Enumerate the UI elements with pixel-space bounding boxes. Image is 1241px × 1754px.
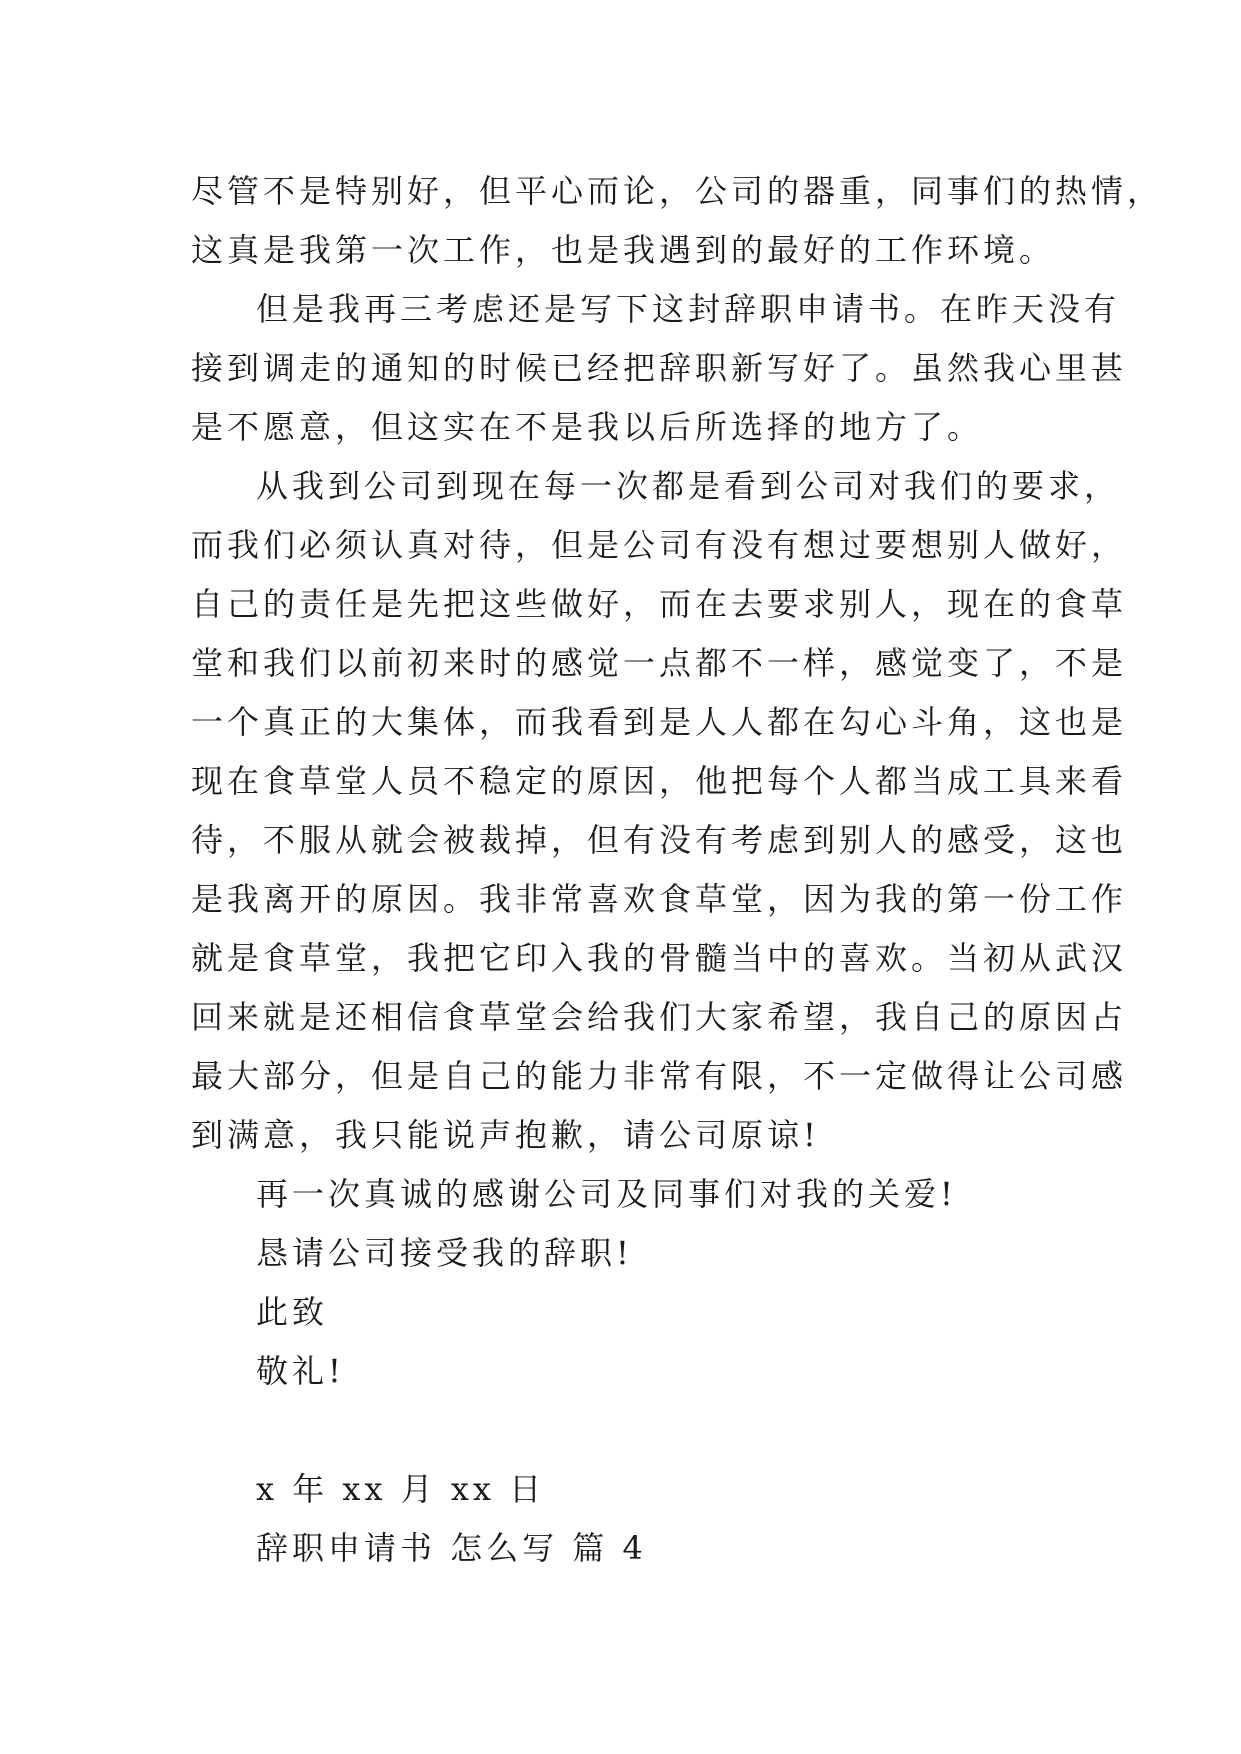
paragraph-2 <box>191 280 1128 457</box>
thanks-line: 再一次真诚的感谢公司及同事们对我的关爱! <box>256 1175 957 1213</box>
paragraph-line: 最大部分，但是自己的能力非常有限，不一定做得让公司感 <box>191 1057 1128 1095</box>
letter-body <box>191 162 1164 1578</box>
paragraph-line: 尽管不是特别好，但平心而论，公司的器重，同事们的热情， <box>191 172 1164 210</box>
salutation-line-2: 敬礼! <box>256 1352 345 1390</box>
date-line: x 年 xx 月 xx 日 <box>256 1470 546 1508</box>
paragraph-line: 到满意，我只能说声抱歉，请公司原谅! <box>191 1116 820 1154</box>
paragraph-line: 但是我再三考虑还是写下这封辞职申请书。在昨天没有 <box>256 290 1121 328</box>
paragraph-line: 一个真正的大集体，而我看到是人人都在勾心斗角，这也是 <box>191 703 1128 741</box>
paragraph-line: 从我到公司到现在每一次都是看到公司对我们的要求， <box>256 467 1121 505</box>
paragraph-line: 待，不服从就会被裁掉，但有没有考虑到别人的感受，这也 <box>191 821 1128 859</box>
paragraph-3 <box>191 457 1128 1165</box>
paragraph-line: 这真是我第一次工作，也是我遇到的最好的工作环境。 <box>191 231 1056 269</box>
paragraph-1 <box>191 162 1164 280</box>
blank-line <box>191 1401 1071 1460</box>
paragraph-line: 是不愿意，但这实在不是我以后所选择的地方了。 <box>191 408 984 446</box>
paragraph-line: 就是食草堂，我把它印入我的骨髓当中的喜欢。当初从武汉 <box>191 939 1128 977</box>
paragraph-line: 现在食草堂人员不稳定的原因，他把每个人都当成工具来看 <box>191 762 1128 800</box>
salutation-line-1: 此致 <box>256 1293 329 1331</box>
paragraph-line: 自己的责任是先把这些做好，而在去要求别人，现在的食草 <box>191 585 1128 623</box>
paragraph-line: 而我们必须认真对待，但是公司有没有想过要想别人做好， <box>191 526 1128 564</box>
paragraph-line: 是我离开的原因。我非常喜欢食草堂，因为我的第一份工作 <box>191 880 1128 918</box>
paragraph-line: 接到调走的通知的时候已经把辞职新写好了。虽然我心里甚 <box>191 349 1128 387</box>
request-line: 恳请公司接受我的辞职! <box>256 1234 633 1272</box>
paragraph-line: 回来就是还相信食草堂会给我们大家希望，我自己的原因占 <box>191 998 1128 1036</box>
section-heading: 辞职申请书 怎么写 篇 4 <box>256 1529 647 1567</box>
paragraph-line: 堂和我们以前初来时的感觉一点都不一样，感觉变了，不是 <box>191 644 1128 682</box>
